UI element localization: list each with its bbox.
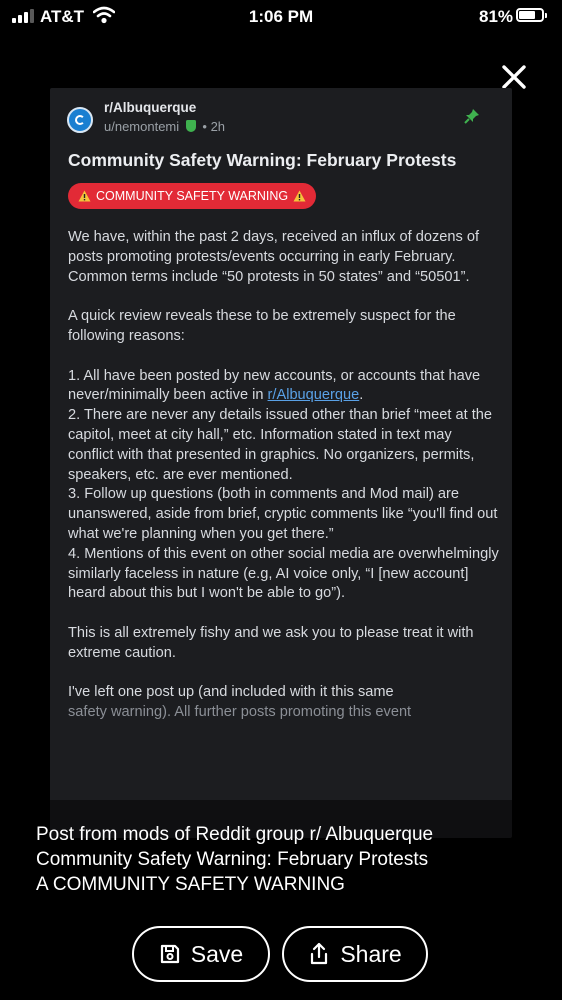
caption-line: A COMMUNITY SAFETY WARNING [36,874,345,895]
list-item: 3. Follow up questions (both in comments and Mod mail) are unanswered, aside from brief, cryptic comments like “you'll find out what we're planning when you get there.” [68,486,498,542]
caption-line: Community Safety Warning: February Protests [36,849,429,870]
post-body [68,228,500,743]
image-caption [36,822,536,897]
list-item: 2. There are never any details issued other than brief “meet at the capitol, meet at city hall,” etc. Information stated in text may conflict with that presented in graphics. No organizers, permits, speakers, etc. are ever mentioned. [68,407,493,483]
post-author: u/nemontemi [104,119,180,134]
carrier-name: AT&T [40,7,85,26]
list-item: 1. All have been posted by new accounts, or accounts that have never/minimally been active in [68,367,481,404]
share-label: Share [340,940,402,967]
list-item: 4. Mentions of this event on other social media are overwhelmingly similarly faceless in nature (e.g, AI voice only, “I [new account] heard about this but I won't be able to go”). [68,545,499,602]
post-paragraph: I've left one post up (and included with it this same safety warning). All further posts promoting this event [68,684,412,721]
post-paragraph: We have, within the past 2 days, received an influx of dozens of posts promoting protests/events occurring in early February. Common terms include “50 protests in 50 states” and “50501”. [68,229,480,285]
subreddit-icon [67,107,93,133]
post-title: Community Safety Warning: February Protests [68,150,457,170]
post-screenshot [50,88,512,838]
save-button[interactable] [132,926,270,982]
battery-percent: 81% [479,7,514,26]
post-age: • 2h [202,119,226,134]
share-button[interactable] [282,926,428,982]
warning-icon [293,190,306,202]
save-label: Save [190,940,244,967]
caption-line: Post from mods of Reddit group r/ Albuquerque [36,824,434,845]
clock: 1:06 PM [248,7,314,26]
subreddit-name: r/Albuquerque [104,100,197,115]
warning-icon [78,190,91,202]
save-icon [159,943,181,965]
battery-icon [516,8,544,22]
share-icon [308,942,330,966]
pin-icon [464,108,480,124]
post-list: 1. All have been posted by new accounts, or accounts that have never/minimally been active in r/Albuquerque. 2. There are never any details issued other than brief “meet at the capitol, meet at city hall,” etc. Information stated in text may conflict with that presented in graphics. No organizers, permits, speakers, etc. are ever mentioned. 3. Follow up questions (both in comments and Mod mail) are unanswered, aside from brief, cryptic comments like “you'll find out what we're planning when you get there.” 4. Mentions of this event on other social media are overwhelmingly similarly faceless in nature (e.g, AI voice only, “I [new account] heard about this but I won't be able to go”). [68,367,499,602]
flair-label: COMMUNITY SAFETY WARNING [96,189,289,203]
post-meta [104,119,225,134]
status-bar [0,0,562,34]
post-paragraph: A quick review reveals these to be extremely suspect for the following reasons: [68,308,456,344]
subreddit-link[interactable]: r/Albuquerque [267,387,360,404]
flair-badge [68,183,316,209]
post-paragraph: This is all extremely fishy and we ask you to please treat it with extreme caution. [68,624,474,661]
mod-shield-icon [186,120,196,132]
